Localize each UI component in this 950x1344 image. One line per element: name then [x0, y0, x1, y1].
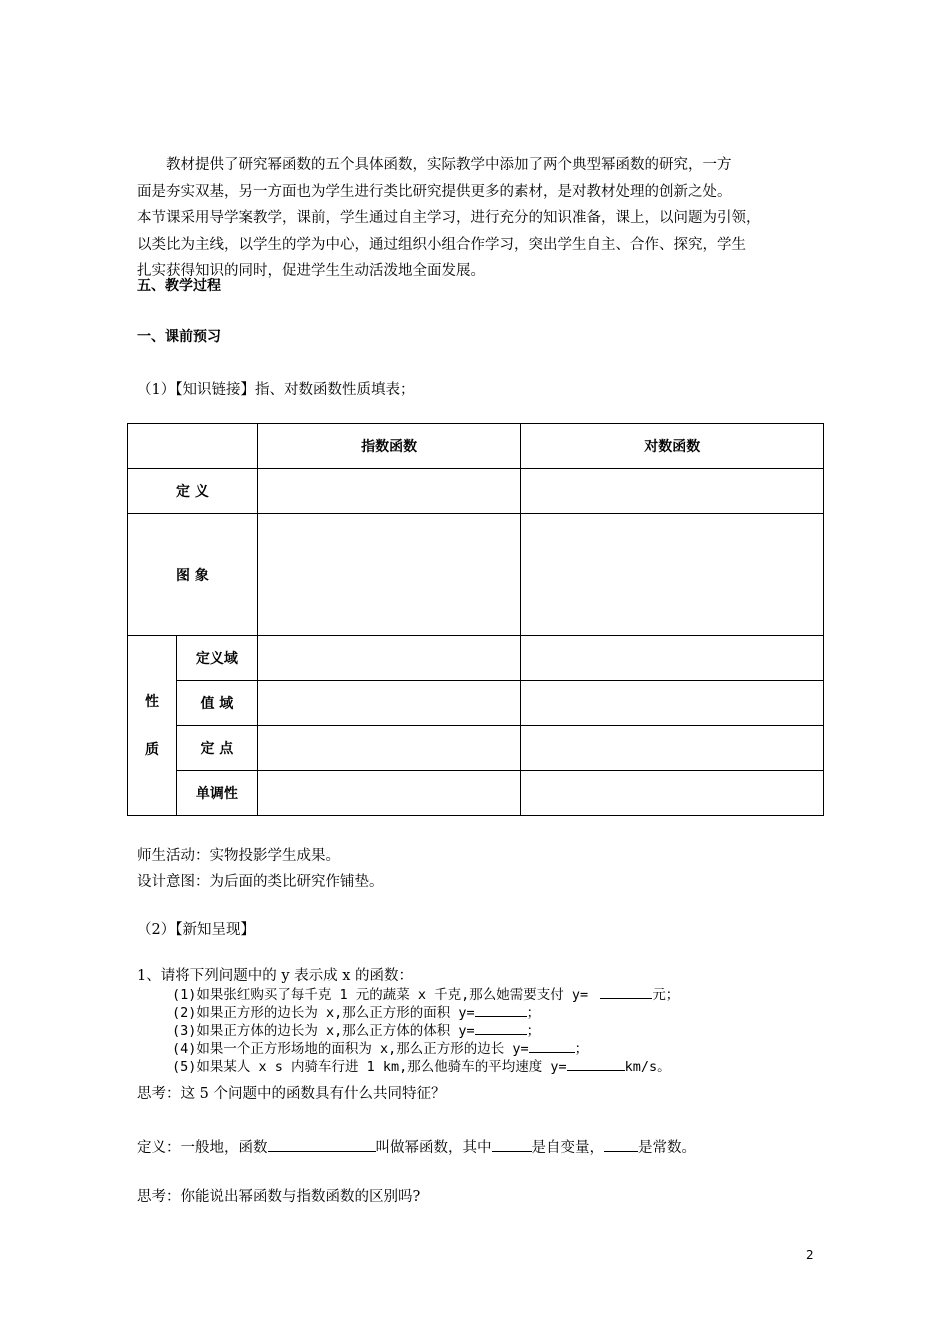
- intro-line-2: 面是夯实双基，另一方面也为学生进行类比研究提供更多的素材，是对教材处理的创新之处。: [137, 183, 732, 200]
- cell-exp-graph[interactable]: [257, 514, 521, 636]
- question-5: [172, 1056, 671, 1076]
- definition-part-a: 定义：一般地，函数: [137, 1140, 268, 1156]
- question-1-end: 元；: [652, 987, 680, 1003]
- question-2-end: ；: [526, 1005, 541, 1021]
- question-3-end: ；: [526, 1023, 541, 1039]
- properties-group-label-2: 质: [144, 741, 159, 758]
- cell-exp-fixed-point[interactable]: [257, 726, 521, 771]
- question-1-blank[interactable]: [600, 984, 652, 999]
- definition-part-b: 叫做幂函数，其中: [375, 1140, 492, 1156]
- question-3-blank[interactable]: [475, 1020, 527, 1035]
- intro-paragraph: [137, 152, 817, 285]
- header-exp-function: 指数函数: [257, 424, 521, 469]
- question-4-blank[interactable]: [529, 1038, 575, 1053]
- question-2: [172, 1002, 540, 1022]
- cell-log-domain[interactable]: [521, 636, 824, 681]
- question-5-blank[interactable]: [567, 1056, 625, 1071]
- question-1-text: (1)如果张红购买了每千克 1 元的蔬菜 x 千克,那么她需要支付 y=: [172, 987, 589, 1003]
- row-label-definition: 定 义: [128, 469, 258, 514]
- question-3: [172, 1020, 540, 1040]
- table-row-monotonic: [128, 771, 824, 816]
- cell-log-range[interactable]: [521, 681, 824, 726]
- question-3-text: (3)如果正方体的边长为 x,那么正方体的体积 y=: [172, 1023, 475, 1039]
- question-2-blank[interactable]: [475, 1002, 527, 1017]
- properties-group-label: [128, 636, 177, 816]
- cell-log-monotonic[interactable]: [521, 771, 824, 816]
- think-question-2: 思考：你能说出幂函数与指数函数的区别吗?: [137, 1189, 421, 1205]
- row-label-domain: 定义域: [176, 636, 257, 681]
- table-row-definition: [128, 469, 824, 514]
- row-label-fixed-point: 定 点: [176, 726, 257, 771]
- cell-exp-definition[interactable]: [257, 469, 521, 514]
- definition-function-blank[interactable]: [268, 1137, 376, 1152]
- intro-line-5: 扎实获得知识的同时，促进学生生动活泼地全面发展。: [137, 263, 485, 279]
- design-intent-note: 设计意图：为后面的类比研究作铺垫。: [137, 874, 384, 890]
- properties-group-label-1: 性: [144, 693, 159, 710]
- definition-part-d: 是常数。: [638, 1140, 696, 1156]
- row-label-graph: 图 象: [128, 514, 258, 636]
- think-question-1: 思考：这 5 个问题中的函数具有什么共同特征？: [137, 1086, 446, 1102]
- table-row-range: [128, 681, 824, 726]
- row-label-monotonic: 单调性: [176, 771, 257, 816]
- item-1-label: （1）【知识链接】指、对数函数性质填表；: [137, 382, 415, 398]
- table-header-row: [128, 424, 824, 469]
- question-2-text: (2)如果正方形的边长为 x,那么正方形的面积 y=: [172, 1005, 475, 1021]
- cell-exp-range[interactable]: [257, 681, 521, 726]
- section-5-title: 五、教学过程: [137, 278, 221, 294]
- row-label-range: 值 域: [176, 681, 257, 726]
- question-intro: 1、请将下列问题中的 y 表示成 x 的函数：: [137, 968, 414, 984]
- cell-exp-domain[interactable]: [257, 636, 521, 681]
- cell-log-fixed-point[interactable]: [521, 726, 824, 771]
- page-number: 2: [806, 1248, 814, 1262]
- cell-log-graph[interactable]: [521, 514, 824, 636]
- definition-part-c: 是自变量，: [531, 1140, 604, 1156]
- intro-line-4: 以类比为主线，以学生的学为中心，通过组织小组合作学习，突出学生自主、合作、探究，学生: [137, 236, 746, 253]
- question-1: [172, 984, 679, 1004]
- question-5-text: (5)如果某人 x s 内骑车行进 1 km,那么他骑车的平均速度 y=: [172, 1059, 567, 1075]
- power-function-definition: [137, 1137, 696, 1158]
- definition-constant-blank[interactable]: [604, 1137, 638, 1152]
- part-1-title: 一、课前预习: [137, 329, 221, 345]
- intro-line-1: 教材提供了研究幂函数的五个具体函数，实际教学中添加了两个典型幂函数的研究，一方: [166, 157, 732, 173]
- activity-note: 师生活动：实物投影学生成果。: [137, 848, 340, 864]
- table-row-domain: [128, 636, 824, 681]
- table-row-graph: [128, 514, 824, 636]
- intro-line-3: 本节课采用导学案教学，课前，学生通过自主学习，进行充分的知识准备，课上，以问题为引领，: [137, 210, 761, 226]
- header-log-function: 对数函数: [521, 424, 824, 469]
- table-row-fixed-point: [128, 726, 824, 771]
- function-properties-table: [127, 423, 824, 816]
- item-2-label: （2）【新知呈现】: [137, 922, 255, 938]
- question-5-end: km/s。: [624, 1059, 671, 1075]
- question-4: [172, 1038, 588, 1058]
- question-4-end: ；: [574, 1041, 589, 1057]
- question-4-text: (4)如果一个正方形场地的面积为 x,那么正方形的边长 y=: [172, 1041, 529, 1057]
- definition-variable-blank[interactable]: [492, 1137, 532, 1152]
- cell-log-definition[interactable]: [521, 469, 824, 514]
- cell-exp-monotonic[interactable]: [257, 771, 521, 816]
- table-corner-cell: [128, 424, 258, 469]
